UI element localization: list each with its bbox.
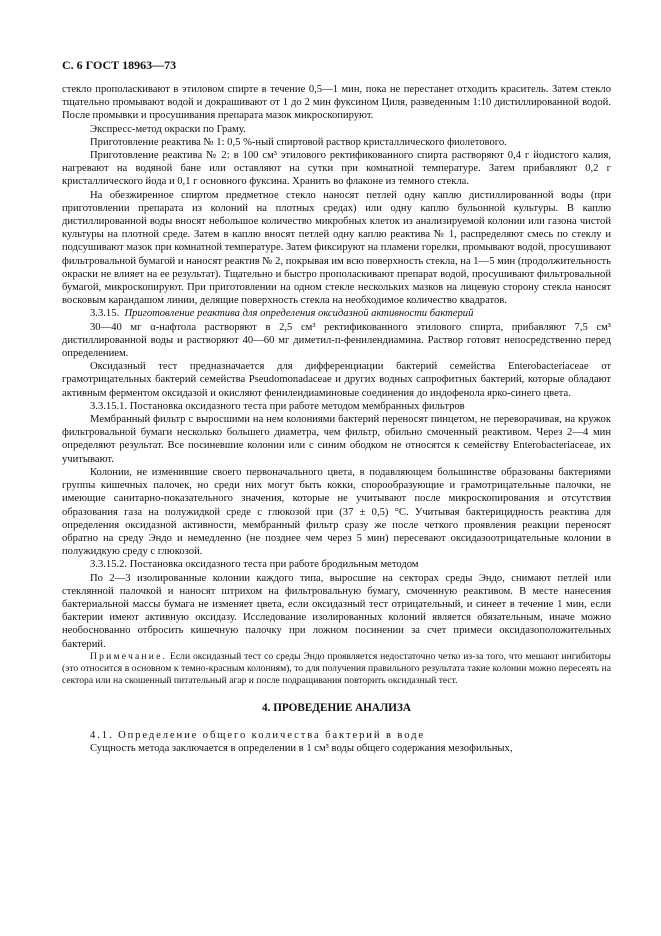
paragraph: На обезжиренное спиртом предметное стекло наносят петлей одну каплю дистиллированной воды (при приготовлении препарата из колоний на плотных средах) или одну каплю бульонной культуры. В каплю дистиллированной воды вносят небольшое количество микробных клеток из анализируемой колонии или газона чистой культуры на плотной среде. Затем в каплю вносят петлей одну каплю реактива № 1, распределяют смесь по стеклу и подсушивают мазок при комнатной температуре. Затем фиксируют на пламени горелки, промывают водой, просушивают фильтровальной бумагой и наносят реактив № 2, покрывая им всю поверхность стекла, на 1—5 мин (продолжительность окраски не влияет на ее результат). Тщательно и быстро прополаскивают препарат водой, просушивают фильтровальной бумагой, микроскопируют. При приготовлении на одном стекле нескольких мазков на лицевую сторону стекла наносят восковым карандашом линии, делящие поверхность стекла на необходимое количество квадратов. — [62, 189, 611, 307]
paragraph: Сущность метода заключается в определении в 1 см³ воды общего содержания мезофильных, — [90, 742, 513, 754]
paragraph: Мембранный фильтр с выросшими на нем колониями бактерий переносят пинцетом, не переворачивая, на кружок фильтровальной бумаги несколько большего диаметра, чем фильтр, обильно смоченный реактивом. Через 2—4 мин определяют результат. Все посиневшие колонии или с синим ободком не относятся к семейству Enterobacteriaceae, их учитывают. — [62, 414, 611, 465]
paragraph: 30—40 мг α-нафтола растворяют в 2,5 см³ ректификованного этилового спирта, прибавляют 7,5 см³ дистиллированной воды и растворяют 40—60 мг диметил-п-фенилендиамина. Раствор готовят непосредственно перед определением. — [62, 321, 611, 360]
subsection-heading — [90, 729, 611, 742]
note-label: Примечание. — [90, 650, 168, 662]
clause-number: 3.3.15. — [90, 308, 120, 320]
paragraph: стекло прополаскивают в этиловом спирте в течение 0,5—1 мин, пока не перестанет отходить краситель. Затем стекло тщательно промывают водой и докрашивают от 1 до 2 мин фуксином Циля, разведенным 1:10 дистиллированной водой. После промывки и просушивания препарата мазок микроскопируют. — [62, 84, 611, 122]
page-header: С. 6 ГОСТ 18963—73 — [62, 58, 177, 72]
note-text: Если оксидазный тест со среды Эндо проявляется недостаточно четко из-за того, что мешают ингибиторы (это относится в основном к темно-красным колониям), то для получения правильного результата такие колонии можно пересеять на сектора или на скошенный питательный агар и после подращивания повторить оксидазный тест. — [62, 650, 611, 687]
subsection-number: 4.1. — [90, 729, 114, 741]
paragraph: Колонии, не изменившие своего первоначального цвета, в подавляющем большинстве образованы бактериями группы кишечных палочек, но среди них могут быть кокки, спорообразующие и грамотрицательные палочки, не имеющие санитарно-показательного значения, которые не учитывают после микроскопирования и отсутствия образования газа на полужидкой среде с глюкозой при (37 ± 0,5) °С. Учитывая бактерицидность реактива для определения оксидазной активности, мембранный фильтр сразу же после четкого проявления реакции переносят обратно на среду Эндо и немедленно (не позднее чем через 5 мин) пересевают оксидазоотрицательные колонии в полужидкую среду с глюкозой. — [62, 466, 611, 558]
clause-heading: 3.3.15.1. Постановка оксидазного теста при работе методом мембранных фильтров — [90, 400, 465, 412]
subsection-title: Определение общего количества бактерий в воде — [118, 729, 426, 741]
note — [62, 651, 611, 688]
paragraph: Экспресс-метод окраски по Граму. — [90, 123, 246, 135]
paragraph: По 2—3 изолированные колонии каждого типа, выросшие на секторах среды Эндо, снимают петлей или стеклянной палочкой и наносят штрихом на фильтровальную бумагу, смоченную реактивом. В месте нанесения бактериальной массы бумага не изменяет цвета, если оксидазный тест отрицательный, и синеет в течение 1 мин, если бактерии имеют активную оксидазу. Исследование изолированных колоний является обязательным, иначе можно необоснованно отбросить кишечную палочку при ложном посинении за счет примеси оксидазоположительных бактерий. — [62, 572, 611, 650]
paragraph: Оксидазный тест предназначается для дифференциации бактерий семейства Enterobacteriaceae от грамотрицательных бактерий семейства Pseudomonadaceae и других водных сапрофитных бактерий, которые обладают активным ферментом оксидазой и окисляют фенилендиаминовые соединения до индофенола ярко-синего цвета. — [62, 361, 611, 399]
clause-title: Приготовление реактива для определения оксидазной активности бактерий — [124, 308, 474, 320]
paragraph: Приготовление реактива № 2: в 100 см³ этилового ректификованного спирта растворяют 0,4 г йодистого калия, нагревают на водяной бане или оставляют на сутки при комнатной температуре. Затем прибавляют 0,2 г кристаллического йода и 0,1 г основного фуксина. Хранить во флаконе из темного стекла. — [62, 150, 611, 188]
section-title: 4. ПРОВЕДЕНИЕ АНАЛИЗА — [262, 702, 411, 715]
clause-heading: 3.3.15.2. Постановка оксидазного теста при работе бродильным методом — [90, 559, 419, 571]
paragraph: Приготовление реактива № 1: 0,5 %-ный спиртовой раствор кристаллического фиолетового. — [90, 136, 507, 148]
clause-heading — [62, 307, 611, 320]
